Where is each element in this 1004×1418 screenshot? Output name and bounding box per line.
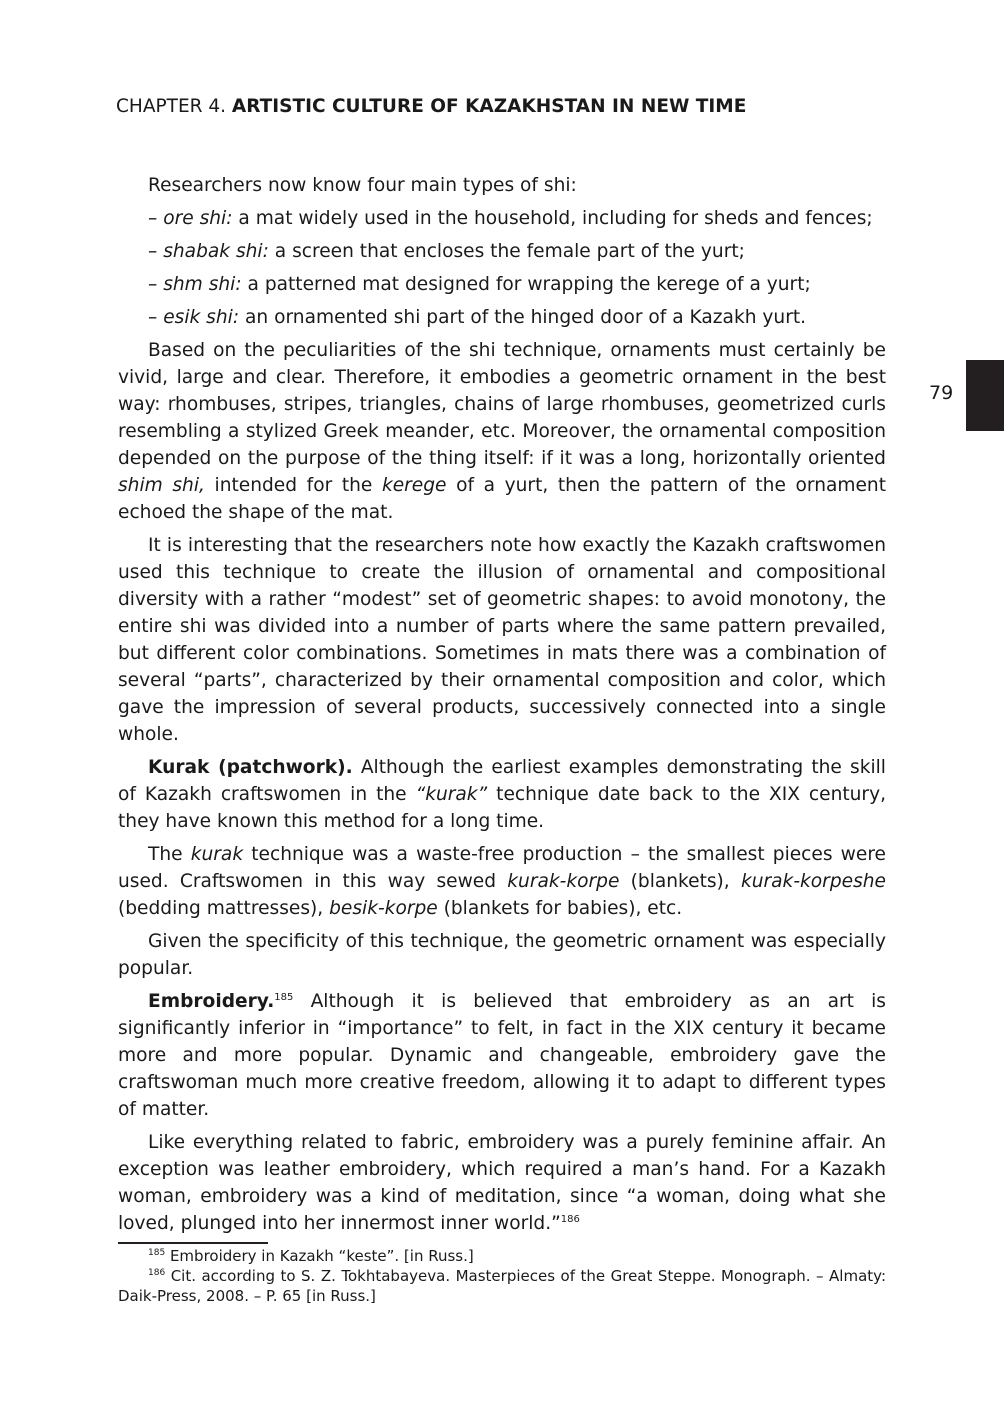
text-run: intended for the xyxy=(204,475,382,496)
section-heading: Embroidery. xyxy=(148,991,275,1012)
footnote-ref[interactable]: 186 xyxy=(560,1214,580,1225)
italic-term: shim shi, xyxy=(118,475,205,496)
main-text xyxy=(118,172,886,1243)
footnotes xyxy=(118,1246,886,1306)
paragraph-kurak-technique xyxy=(118,841,886,922)
list-term: – shm shi: xyxy=(148,274,242,295)
running-header xyxy=(116,96,746,117)
list-term: – shabak shi: xyxy=(148,241,269,262)
footnote-text: Cit. according to S. Z. Tokhtabayeva. Masterpieces of the Great Steppe. Monograph. – Almaty: Daik-Press, 2008. – P. 65 [in Russ.] xyxy=(118,1267,886,1305)
text-run: (bedding mattresses), xyxy=(118,898,330,919)
thumb-index-tab xyxy=(966,360,1004,431)
text-run: technique date back to the XIX century, they have known this method for a long time. xyxy=(118,784,886,832)
list-term: – esik shi: xyxy=(148,307,240,328)
footnote xyxy=(118,1266,886,1306)
text-run: Based on the peculiarities of the shi technique, ornaments must certainly be vivid, large and clear. Therefore, it embodies a geometric ornament in the best way: rhombuses, stripes, triangles, chains of large rhombuses, geometrized curls resembling a stylized Greek meander, etc. Moreover, the ornamental composition depended on the purpose of the thing itself: if it was a long, horizontally oriented xyxy=(118,340,886,469)
text-run: Although the earliest examples demonstrating the skill of Kazakh craftswomen in the xyxy=(118,757,886,805)
text-run: The xyxy=(148,844,191,865)
list-desc: a screen that encloses the female part of the yurt; xyxy=(268,241,745,262)
list-desc: a mat widely used in the household, including for sheds and fences; xyxy=(232,208,873,229)
italic-term: kurak-korpe xyxy=(507,871,620,892)
text-run: of a yurt, then the pattern of the ornament echoed the shape of the mat. xyxy=(118,475,886,523)
paragraph-feminine xyxy=(118,1129,886,1237)
list-item xyxy=(118,205,886,232)
italic-term: besik-korpe xyxy=(329,898,438,919)
footnote-number: 186 xyxy=(148,1268,166,1278)
italic-term: “kurak” xyxy=(415,784,488,805)
text-run: Although it is believed that embroidery as an art is significantly inferior in “importance” to felt, in fact in the XIX century it became more and more popular. Dynamic and changeable, embroidery gave the craftswoman much more creative freedom, allowing it to adapt to different types of matter. xyxy=(118,991,886,1120)
text-run: technique was a waste-free production – the smallest pieces were used. Craftswomen in this way sewed xyxy=(118,844,886,892)
text-run: Like everything related to fabric, embroidery was a purely feminine affair. An exception was leather embroidery, which required a man’s hand. For a Kazakh woman, embroidery was a kind of meditation, since “a woman, doing what she loved, plunged into her innermost inner world.” xyxy=(118,1132,886,1234)
intro-paragraph: Researchers now know four main types of shi: xyxy=(148,175,577,196)
list-term: – ore shi: xyxy=(148,208,233,229)
list-desc: a patterned mat designed for wrapping the kerege of a yurt; xyxy=(241,274,811,295)
paragraph-kurak xyxy=(118,754,886,835)
text-run: (blankets), xyxy=(619,871,741,892)
section-heading: Kurak (patchwork). xyxy=(148,757,353,778)
italic-term: kurak xyxy=(190,844,244,865)
paragraph-specificity: Given the specificity of this technique, the geometric ornament was especially popular. xyxy=(118,931,886,979)
footnote xyxy=(118,1246,886,1266)
footnote-text: Embroidery in Kazakh “keste”. [in Russ.] xyxy=(165,1247,474,1265)
chapter-prefix: CHAPTER 4. xyxy=(116,96,227,117)
footnote-ref[interactable]: 185 xyxy=(274,992,294,1003)
footnote-separator xyxy=(118,1242,268,1244)
italic-term: kurak-korpeshe xyxy=(740,871,886,892)
paragraph-embroidery xyxy=(118,988,886,1123)
text-run: (blankets for babies), etc. xyxy=(437,898,683,919)
chapter-title: ARTISTIC CULTURE OF KAZAKHSTAN IN NEW TIME xyxy=(231,96,747,117)
italic-term: kerege xyxy=(381,475,447,496)
page-number: 79 xyxy=(929,382,954,404)
list-item xyxy=(118,271,886,298)
paragraph-ornament xyxy=(118,337,886,526)
list-item xyxy=(118,304,886,331)
paragraph-diversity: It is interesting that the researchers note how exactly the Kazakh craftswomen used this technique to create the illusion of ornamental and compositional diversity with a rather “modest” set of geometric shapes: to avoid monotony, the entire shi was divided into a number of parts where the same pattern prevailed, but different color combinations. Sometimes in mats there was a combination of several “parts”, characterized by their ornamental composition and color, which gave the impression of several products, successively connected into a single whole. xyxy=(118,535,886,745)
list-desc: an ornamented shi part of the hinged door of a Kazakh yurt. xyxy=(239,307,807,328)
list-item xyxy=(118,238,886,265)
footnote-number: 185 xyxy=(148,1248,166,1258)
